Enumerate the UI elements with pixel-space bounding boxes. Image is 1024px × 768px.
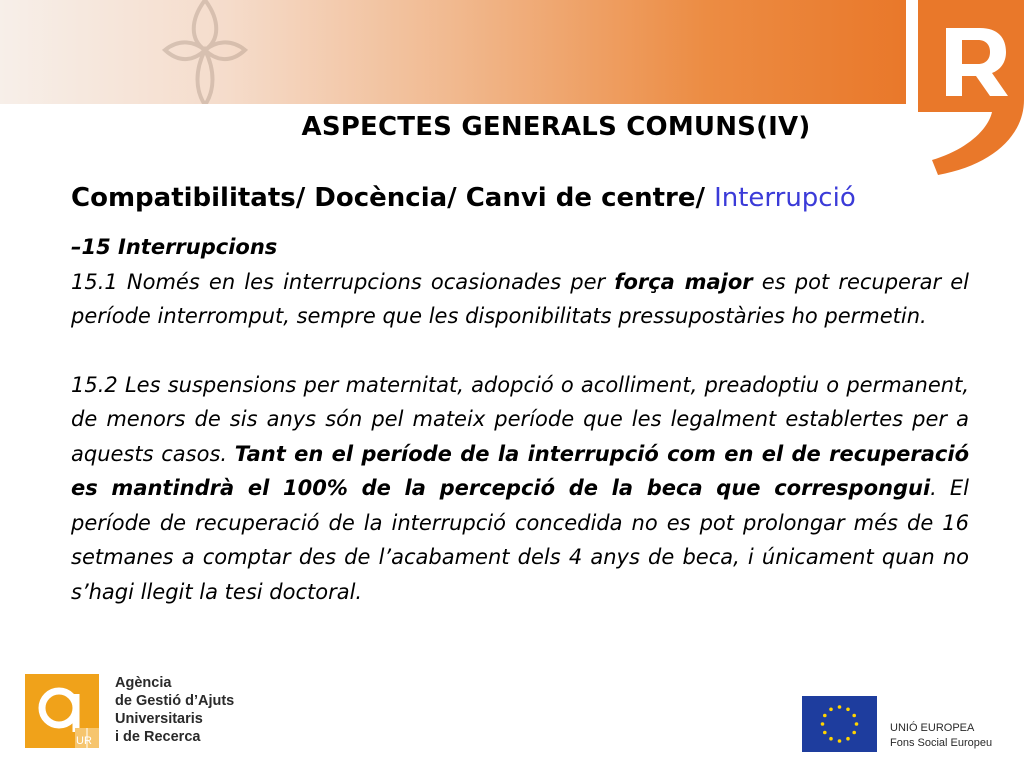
slide-title: ASPECTES GENERALS COMUNS(IV) (301, 112, 811, 142)
eu-flag-icon (802, 696, 877, 752)
slide-subtitle (71, 183, 856, 213)
banner-separator (906, 0, 918, 104)
agaur-mark-letters: UR (76, 735, 92, 747)
paragraph-15-2 (71, 368, 969, 610)
p2-text-end: . El període de recuperació de la interrupció concedida no es pot prolongar més de 16 setmanes a comptar des de l’acabament dels 4 anys de beca, i únicament quan no s’hagi llegit la tesi doctoral. (71, 476, 969, 604)
agaur-name (115, 674, 234, 746)
p2-bold: Tant en el període de la interrupció com en el de recuperació es mantindrà el 100% de la percepció de la beca que correspongui (71, 441, 969, 500)
slide-body (71, 230, 969, 609)
r-logo-icon (918, 0, 1024, 175)
eu-line: UNIÓ EUROPEA (890, 722, 975, 734)
agaur-logo-icon (25, 674, 99, 748)
agaur-line: i de Recerca (115, 729, 201, 745)
p2-text: 15.2 Les suspensions per maternitat, adopció o acolliment, preadoptiu o permanent, de menors de sis anys són pel mateix període que les legalment establertes per a aquests casos. (71, 372, 969, 466)
paragraph-spacer (71, 334, 969, 368)
agaur-logo (25, 674, 265, 748)
section-heading: –15 Interrupcions (71, 235, 278, 259)
eu-line: Fons Social Europeu (890, 737, 993, 749)
heraldic-ornament-icon (150, 0, 260, 104)
p1-bold: força major (614, 269, 753, 294)
p1-text-end: es pot recuperar el període interromput, sempre que les disponibilitats pressupostàries ho permetin. (71, 269, 970, 328)
subtitle-highlight: Interrupció (714, 183, 856, 213)
subtitle-text: Compatibilitats/ Docència/ Canvi de centre/ (71, 183, 715, 213)
header-banner (0, 0, 906, 104)
eu-label (890, 721, 992, 751)
agaur-line: de Gestió d’Ajuts (115, 693, 235, 709)
p1-text: 15.1 Només en les interrupcions ocasionades per (71, 269, 615, 294)
agaur-line: Agència (115, 675, 172, 691)
agaur-line: Universitaris (115, 711, 203, 727)
paragraph-15-1 (71, 265, 969, 334)
